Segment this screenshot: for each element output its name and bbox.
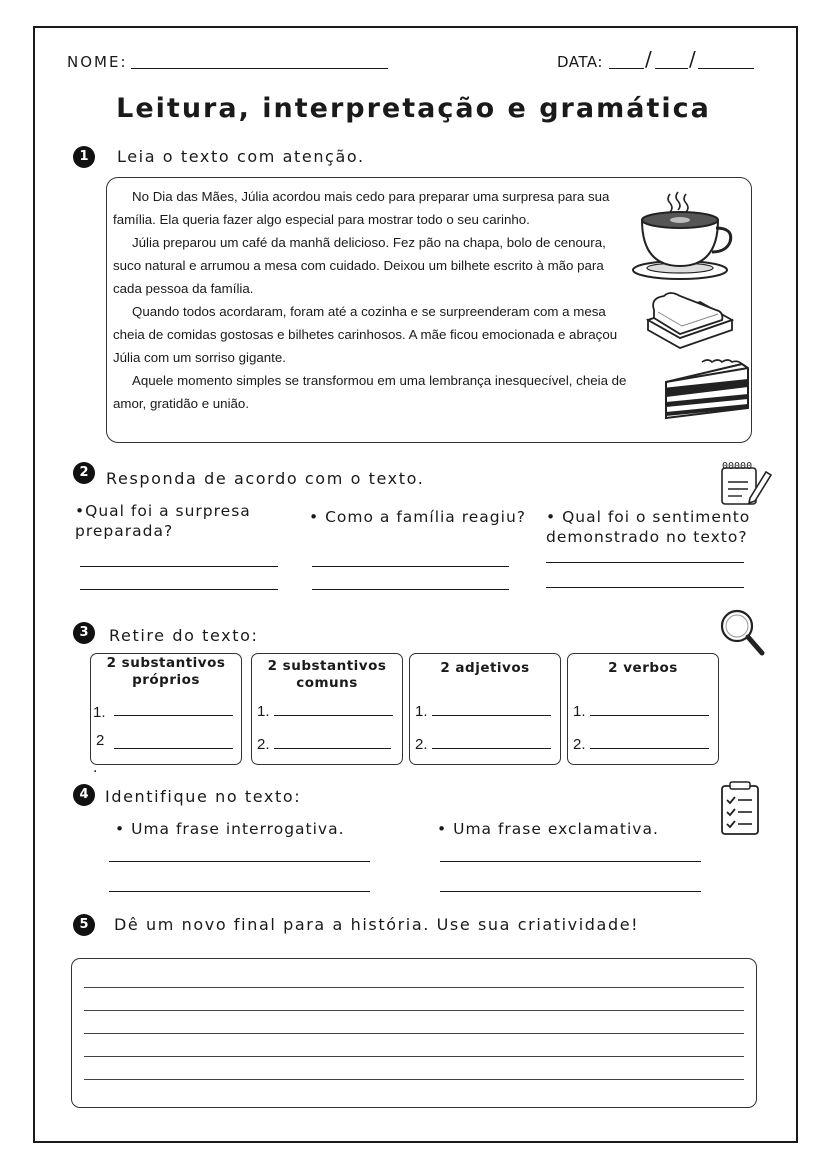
answer-line[interactable] xyxy=(109,891,370,892)
section-2-number: 2 xyxy=(73,462,95,484)
card-item-number: 1. xyxy=(93,704,106,721)
bullet: • xyxy=(75,502,86,520)
section-1-number: 1 xyxy=(73,146,95,168)
toast-icon xyxy=(640,290,740,356)
item-text: Uma frase interrogativa. xyxy=(131,820,345,838)
paragraph: Aquele momento simples se transformou em uma lembrança inesquecível, cheia de amor, gratidão e união. xyxy=(113,373,627,411)
answer-line[interactable] xyxy=(440,891,701,892)
new-ending-box[interactable] xyxy=(71,958,757,1108)
notepad-rings-text: 00000 xyxy=(722,461,753,472)
paragraph: Quando todos acordaram, foram até a cozinha e se surpreenderam com a mesa cheia de comidas gostosas e bilhetes carinhosos. A mãe ficou emocionada e abraçou Júlia com um sorriso gigante. xyxy=(113,304,618,365)
card-item-number: 2 xyxy=(96,732,105,749)
stray-dot: . xyxy=(93,760,98,776)
card-title: 2 substantivos próprios xyxy=(106,655,226,688)
coffee-cup-icon xyxy=(630,190,740,280)
card-answer-line[interactable] xyxy=(274,715,393,716)
date-year-field[interactable] xyxy=(698,68,754,69)
answer-line[interactable] xyxy=(546,562,744,563)
section-5-number: 5 xyxy=(73,914,95,936)
section-1-instruction: Leia o texto com atenção. xyxy=(117,147,365,166)
card-item-number: 2. xyxy=(257,736,270,753)
checklist-icon xyxy=(718,780,762,836)
card-title: 2 substantivos comuns xyxy=(267,658,387,691)
identify-item-2 xyxy=(437,819,659,839)
section-3-number: 3 xyxy=(73,622,95,644)
answer-line[interactable] xyxy=(109,861,370,862)
answer-line[interactable] xyxy=(440,861,701,862)
date-day-field[interactable] xyxy=(609,68,644,69)
card-item-number: 2. xyxy=(573,736,586,753)
bullet: • xyxy=(115,820,126,838)
bullet: • xyxy=(546,508,557,526)
date-month-field[interactable] xyxy=(655,68,688,69)
section-5-instruction: Dê um novo final para a história. Use sua criatividade! xyxy=(114,915,640,934)
card-answer-line[interactable] xyxy=(432,748,551,749)
name-label: NOME: xyxy=(67,53,128,71)
card-answer-line[interactable] xyxy=(274,748,391,749)
paragraph: suco natural e arrumou a mesa com cuidado. Deixou um bilhete escrito à mão para cada pessoa da família. xyxy=(113,258,604,296)
writing-line[interactable] xyxy=(84,1079,744,1080)
card-answer-line[interactable] xyxy=(114,715,233,716)
paragraph: No Dia das Mães, Júlia acordou mais cedo para preparar uma surpresa para sua família. Ela queria fazer algo especial para mostrar todo o seu carinho. xyxy=(113,189,610,227)
answer-line[interactable] xyxy=(312,589,509,590)
section-3-instruction: Retire do texto: xyxy=(109,626,259,645)
card-answer-line[interactable] xyxy=(590,748,709,749)
magnifier-icon xyxy=(718,607,766,659)
bullet: • xyxy=(437,820,448,838)
question-text: Qual foi o sentimento demonstrado no texto? xyxy=(546,508,751,546)
card-item-number: 2. xyxy=(415,736,428,753)
item-text: Uma frase exclamativa. xyxy=(453,820,659,838)
answer-line[interactable] xyxy=(80,589,278,590)
section-4-number: 4 xyxy=(73,784,95,806)
name-field[interactable] xyxy=(131,68,388,69)
date-separator: / xyxy=(645,47,652,71)
question-3 xyxy=(546,507,786,547)
answer-line[interactable] xyxy=(80,566,278,567)
question-text: Como a família reagiu? xyxy=(325,508,526,526)
card-item-number: 1. xyxy=(415,703,428,720)
card-title: 2 verbos xyxy=(608,660,678,676)
reading-text xyxy=(113,185,628,415)
question-text: Qual foi a surpresa preparada? xyxy=(75,502,251,540)
question-1 xyxy=(75,501,275,541)
date-label: DATA: xyxy=(557,53,603,71)
bullet: • xyxy=(309,508,320,526)
writing-line[interactable] xyxy=(84,1056,744,1057)
paragraph: Júlia preparou um café da manhã delicioso. Fez pão na chapa, bolo de cenoura, xyxy=(132,235,606,250)
question-2 xyxy=(309,507,539,527)
writing-line[interactable] xyxy=(84,1010,744,1011)
answer-line[interactable] xyxy=(312,566,509,567)
writing-line[interactable] xyxy=(84,1033,744,1034)
identify-item-1 xyxy=(115,819,345,839)
card-answer-line[interactable] xyxy=(590,715,709,716)
date-separator: / xyxy=(689,47,696,71)
page-title: Leitura, interpretação e gramática xyxy=(116,93,711,124)
section-2-instruction: Responda de acordo com o texto. xyxy=(106,469,425,488)
card-title: 2 adjetivos xyxy=(440,660,530,676)
card-item-number: 1. xyxy=(257,703,270,720)
card-item-number: 1. xyxy=(573,703,586,720)
card-answer-line[interactable] xyxy=(114,748,233,749)
cake-slice-icon xyxy=(662,358,752,422)
section-4-instruction: Identifique no texto: xyxy=(105,787,302,806)
notepad-pencil-icon xyxy=(718,458,774,508)
card-answer-line[interactable] xyxy=(432,715,551,716)
answer-line[interactable] xyxy=(546,587,744,588)
writing-line[interactable] xyxy=(84,987,744,988)
